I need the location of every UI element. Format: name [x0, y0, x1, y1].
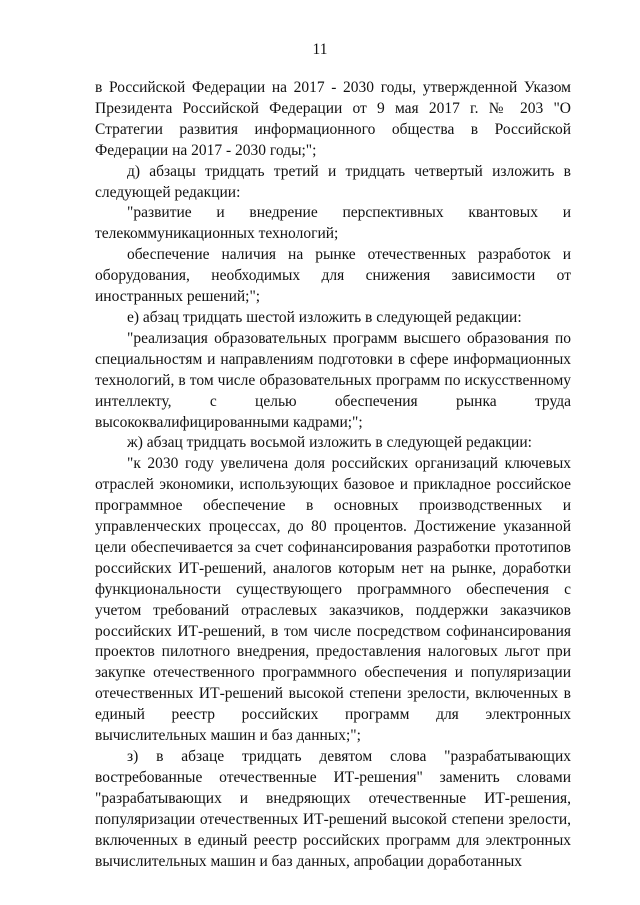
paragraph-target-2030: "к 2030 году увеличена доля российских организаций ключевых отраслей экономики, использующих базовое и прикладное российское программное обеспечение в основных производственных и управленческих процессах, до 80 процентов. Достижение указанной цели обеспечивается за счет софинансирования разработки прототипов российских ИТ-решений, аналогов которым нет на рынке, доработки функциональности существующего программного обеспечения с учетом требований отраслевых заказчиков, поддержки заказчиков российских ИТ-решений, в том числе посредством софинансирования проектов пилотного внедрения, предоставления налоговых льгот при закупке отечественного программного обеспечения и популяризации отечественных ИТ-решений высокой степени зрелости, включенных в единый реестр российских программ для электронных вычислительных машин и баз данных;";: [95, 455, 571, 745]
paragraph-item-e: е) абзац тридцать шестой изложить в следующей редакции:: [127, 308, 522, 326]
paragraph-education: "реализация образовательных программ высшего образования по специальностям и направлениям подготовки в сфере информационных технологий, в том числе образовательных программ по искусственному интеллекту, с целью обеспечения рынка труда высококвалифицированными кадрами;";: [95, 329, 571, 431]
paragraph-continuation: в Российской Федерации на 2017 - 2030 годы, утвержденной Указом Президента Российской Федерации от 9 мая 2017 г. № 203 "О Стратегии развития информационного общества в Российской Федерации на 2017 - 2030 годы;";: [95, 79, 571, 159]
paragraph-domestic-development: обеспечение наличия на рынке отечественных разработок и оборудования, необходимых для снижения зависимости от иностранных решений;";: [95, 246, 571, 306]
document-body: [95, 78, 571, 872]
page-number: 11: [312, 41, 328, 58]
paragraph-item-z: з) в абзаце тридцать девятом слова "разрабатывающих востребованные отечественные ИТ-решения" заменить словами "разрабатывающих и внедряющих отечественные ИТ-решения, популяризации отечественных ИТ-решений высокой степени зрелости, включенных в единый реестр российских программ для электронных вычислительных машин и баз данных, апробации доработанных: [95, 748, 571, 870]
paragraph-quantum-tech: "развитие и внедрение перспективных квантовых и телекоммуникационных технологий;: [95, 204, 571, 243]
paragraph-item-d: д) абзацы тридцать третий и тридцать четвертый изложить в следующей редакции:: [95, 162, 571, 201]
paragraph-item-zh: ж) абзац тридцать восьмой изложить в следующей редакции:: [127, 434, 532, 452]
